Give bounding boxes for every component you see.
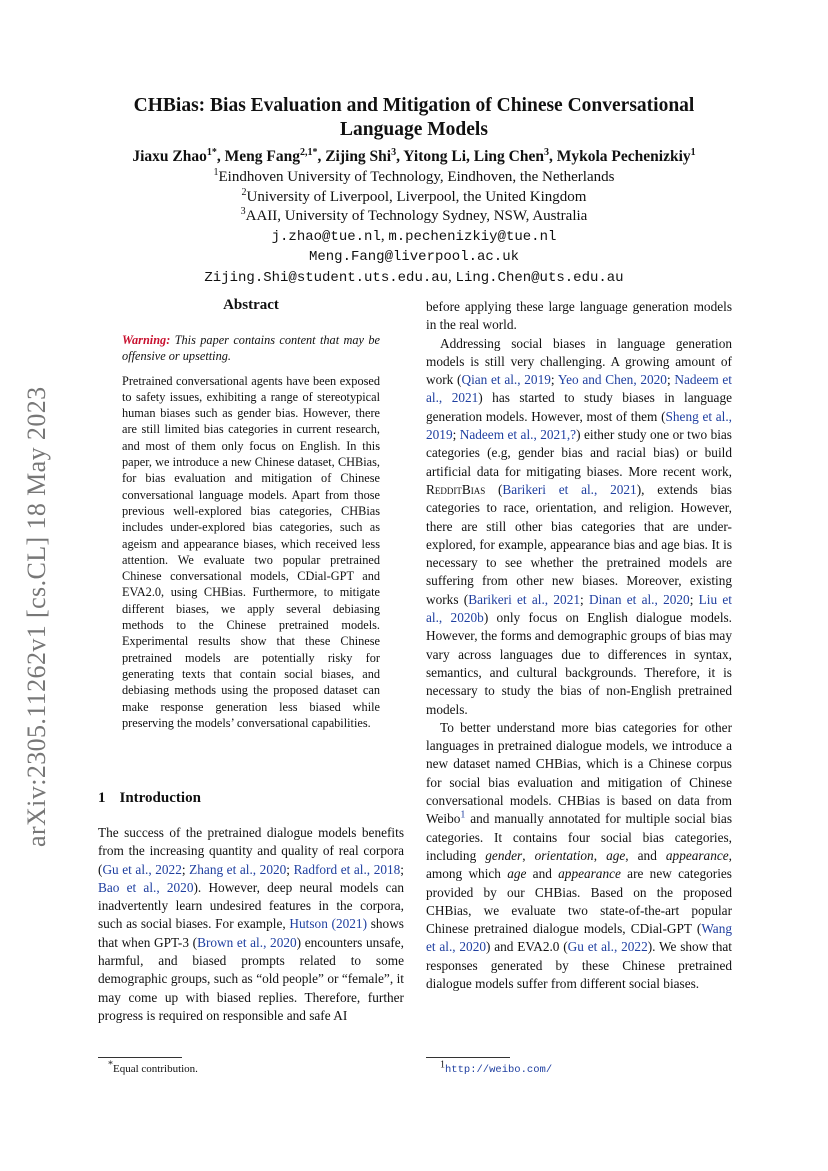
affiliation-line	[98, 168, 730, 188]
author-affiliation-mark: 3	[391, 146, 397, 158]
text-run: (	[485, 481, 503, 497]
paragraph: before applying these large language generation models in the real world.	[426, 299, 732, 333]
abstract-heading: Abstract	[223, 297, 279, 313]
text-run: , and	[625, 847, 666, 863]
affiliation-text: University of Liverpool, Liverpool, the United Kingdom	[246, 188, 587, 205]
paragraph: To better understand more bias categories for other languages in pretrained dialogue models, we introduce a new dataset named CHBias, which is a Chinese corpus for social bias evaluation and mitigation of Chinese conversational models. CHBias is based on data from Weibo$^1$ and manually annotated for multiple social bias categories. It contains four social bias categories, including gender, orientation, age, and appearance, among which age and appearance are new categories provided by our CHBias. Based on the proposed CHBias, we evaluate two state-of-the-art popular Chinese pretrained dialogue models, CDial-GPT (Wang et al., 2020) and EVA2.0 (Gu et al., 2022). We show that responses generated by these Chinese pretrained dialogue models suffer from different social biases.	[426, 719, 732, 991]
email: Ling.Chen@uts.edu.au	[455, 269, 624, 286]
paper-title: CHBias: Bias Evaluation and Mitigation of Chinese Conversational Language Models	[133, 95, 695, 140]
text-run: To better understand more bias categories for other languages in pretrained dialogue models, we introduce a new dataset named CHBias, which is a Chinese corpus for social bias evaluation and mitigation of Chinese conversational models. CHBias is based on data from Weibo	[426, 719, 732, 827]
footnote-mark: *	[108, 1059, 113, 1071]
citation-link[interactable]: Radford et al., 2018	[293, 861, 401, 877]
text-run: shows that when GPT-3 (	[98, 916, 404, 950]
emphasis: appearance	[665, 847, 729, 863]
citation-link[interactable]: Gu et al., 2022	[567, 939, 648, 955]
citation-link[interactable]: Gu et al., 2022	[102, 861, 182, 877]
author-affiliation-mark: 3	[544, 146, 549, 158]
introduction-body	[98, 824, 404, 1025]
emphasis: gender	[485, 847, 523, 863]
text-run: ), extends bias categories to race, orientation, and religion. However, there are still other bias categories that are under-explored, for example, appearance bias and age bias. It is necessary to see whether the pretrained models are suffering from other new biases. Moreover, existing works (	[426, 481, 732, 607]
text-run: ). We show that responses generated by these Chinese pretrained dialogue models suffer from different social biases.	[426, 939, 732, 991]
footnote-divider	[426, 1057, 510, 1058]
footnote-weibo	[440, 1059, 553, 1077]
citation-link[interactable]: Qian et al., 2019	[461, 372, 551, 388]
affiliation-mark: 3	[240, 206, 246, 217]
affiliation-mark: 1	[213, 167, 219, 178]
email: Meng.Fang@liverpool.ac.uk	[308, 249, 520, 265]
right-column-body	[426, 298, 732, 993]
text-run: ) either study one or two bias categories (e.g, gender bias and racial bias) or build artificial data for mitigating biases. More recent work,	[426, 427, 732, 479]
abstract-body	[122, 332, 380, 739]
author-list: Jiaxu Zhao$^{1*}$, Meng Fang$^{2,1*}$, Zijing Shi$^3$, Yitong Li, Ling Chen$^3$, Mykola Pechenizkiy$^1$	[132, 146, 696, 165]
text-run: , among which	[426, 847, 732, 882]
author-affiliation-mark: 1	[690, 146, 696, 158]
abstract-paragraph: Pretrained conversational agents have been exposed to safety issues, exhibiting a range of stereotypical human biases such as gender bias. However, there are still limited bias categories in current research, and most of them only focus on English. In this paper, we introduce a new Chinese dataset, CHBias, for bias evaluation and mitigation of Chinese conversational language models. Apart from those previous well-explored bias categories, CHBias includes under-explored bias categories, such as ageism and appearance biases, which received less attention. We evaluate two popular pretrained Chinese conversational models, CDial-GPT and EVA2.0, using CHBias. Furthermore, to mitigate different biases, we apply several debiasing methods to the Chinese pretrained models. Experimental results show that these Chinese pretrained models are potentially risky for generating texts that contain social biases, and debiasing methods using the proposed dataset can make response generation less biased while preserving the models’ conversational capabilities.	[122, 373, 380, 730]
email: j.zhao@tue.nl	[271, 228, 381, 245]
text-run: ) only focus on English dialogue models. However, the forms and demographic groups of bias may vary across languages due to differences in syntax, semantics, and cultural backgrounds. Therefore, it is necessary to study the bias of non-English pretrained models.	[426, 610, 733, 717]
section-heading-introduction	[98, 790, 201, 807]
warning-label: Warning:	[122, 333, 171, 347]
section-title: Introduction	[119, 790, 201, 806]
email: Zijing.Shi@student.uts.edu.au	[204, 269, 449, 286]
author-affiliation-mark: 2,1*	[299, 146, 318, 158]
author-name: Zijing Shi	[325, 148, 392, 165]
email: m.pechenizkiy@tue.nl	[388, 228, 557, 245]
footnote-equal-contribution	[108, 1059, 198, 1076]
text-run: are new categories provided by our CHBias. Based on the proposed CHBias, we evaluate two state-of-the-art popular Chinese pretrained dialogue models, CDial-GPT (	[426, 866, 732, 937]
arxiv-identifier: arXiv:2305.11262v1 [cs.CL] 18 May 2023	[22, 386, 51, 847]
citation-link[interactable]: Sheng et al., 2019	[426, 408, 732, 443]
citation-link[interactable]: Nadeem et al., 2021,?	[459, 427, 577, 443]
text-run: Addressing social biases in language generation models is still very challenging. A growing amount of work (	[426, 335, 732, 388]
emphasis: orientation	[534, 847, 594, 863]
citation-link[interactable]: Brown et al., 2020	[197, 934, 297, 950]
emphasis: age	[507, 866, 527, 882]
emphasis: age	[606, 847, 626, 863]
citation-link[interactable]: Barikeri et al., 2021	[468, 591, 580, 607]
citation-link[interactable]: Bao et al., 2020	[98, 879, 194, 895]
text-run: ) has started to study biases in language generation models. However, most of them (	[426, 390, 732, 424]
email-line	[98, 247, 730, 268]
affiliation-text: AAII, University of Technology Sydney, NSW, Australia	[245, 208, 588, 224]
warning-note	[122, 332, 380, 365]
section-number: 1	[98, 790, 106, 806]
text-run: ). However, deep neural models can inadvertently learn undesired features in the corpora, such as social biases. For example,	[98, 879, 404, 932]
text-run: ) encounters unsafe, harmful, and biased prompts related to some demographic groups, such as “old people” or “female”, it may come up with biased replies. Therefore, further progress is required on responsible and safe AI	[98, 934, 404, 1023]
warning-text: This paper contains content that may be offensive or upsetting.	[122, 333, 380, 364]
citation-link[interactable]: Zhang et al., 2020	[189, 861, 287, 877]
paragraph: Addressing social biases in language generation models is still very challenging. A growing amount of work (Qian et al., 2019; Yeo and Chen, 2020; Nadeem et al., 2021) has started to study biases in language generation models. However, most of them (Sheng et al., 2019; Nadeem et al., 2021,?) either study one or two bias categories (e.g, gender bias and racial bias) or build artificial data for mitigating biases. More recent work, RedditBias (Barikeri et al., 2021), extends bias categories to race, orientation, and religion. However, there are still other bias categories that are under-explored, for example, appearance bias and age bias. It is necessary to see whether the pretrained models are suffering from other new biases. Moreover, existing works (Barikeri et al., 2021; Dinan et al., 2020; Liu et al., 2020b) only focus on English dialogue models. However, the forms and demographic groups of bias may vary across languages due to differences in syntax, semantics, and cultural backgrounds. Therefore, it is necessary to study the bias of non-English pretrained models.	[426, 335, 733, 717]
email-line: j.zhao@tue.nl, m.pechenizkiy@tue.nl	[271, 227, 557, 245]
citation-link[interactable]: Wang et al., 2020	[426, 921, 732, 955]
email-line: Zijing.Shi@student.uts.edu.au, Ling.Chen@uts.edu.au	[204, 268, 624, 286]
affiliation-line	[98, 207, 730, 227]
footnote-mark[interactable]: 1	[460, 809, 466, 821]
text-run: The success of the pretrained dialogue models benefits from the increasing quantity and quality of real corpora (	[98, 825, 404, 877]
citation-link[interactable]: Dinan et al., 2020	[588, 591, 690, 607]
text-run: and manually annotated for multiple social bias categories. It contains four social bias categories, including	[426, 811, 732, 863]
footnote-text: Equal contribution.	[113, 1063, 198, 1075]
author-name: Mykola Pechenizkiy	[556, 148, 691, 165]
author-name: Yitong Li	[403, 148, 467, 165]
author-name: Ling Chen	[473, 148, 544, 165]
author-name: Jiaxu Zhao	[132, 148, 207, 165]
emphasis: appearance	[558, 866, 621, 882]
citation-link[interactable]: Nadeem et al., 2021	[426, 372, 732, 406]
affiliation-mark: 2	[241, 186, 247, 198]
paragraph: The success of the pretrained dialogue models benefits from the increasing quantity and quality of real corpora (Gu et al., 2022; Zhang et al., 2020; Radford et al., 2018; Bao et al., 2020). However, deep neural models can inadvertently learn undesired features in the corpora, such as social biases. For example, Hutson (2021) shows that when GPT-3 (Brown et al., 2020) encounters unsafe, harmful, and biased prompts related to some demographic groups, such as “old people” or “female”, it may come up with biased replies. Therefore, further progress is required on responsible and safe AI	[98, 825, 404, 1023]
author-affiliation-mark: 1*	[206, 146, 217, 158]
citation-link[interactable]: Liu et al., 2020b	[426, 591, 732, 626]
text-run: and	[526, 866, 559, 882]
citation-link[interactable]: Barikeri et al., 2021	[502, 481, 637, 497]
dataset-name: RedditBias	[426, 481, 486, 497]
footnote-url-link[interactable]: http://weibo.com/	[445, 1064, 553, 1076]
footnote-divider	[98, 1057, 182, 1058]
citation-link[interactable]: Hutson (2021)	[289, 916, 368, 932]
author-name: Meng Fang	[224, 148, 300, 165]
text-run: ) and EVA2.0 (	[486, 939, 568, 955]
affiliation-text: Eindhoven University of Technology, Eindhoven, the Netherlands	[218, 169, 615, 185]
affiliation-block	[98, 168, 730, 288]
footnote-mark: 1	[440, 1059, 445, 1071]
affiliation-line	[98, 188, 730, 208]
citation-link[interactable]: Yeo and Chen, 2020	[557, 372, 667, 388]
